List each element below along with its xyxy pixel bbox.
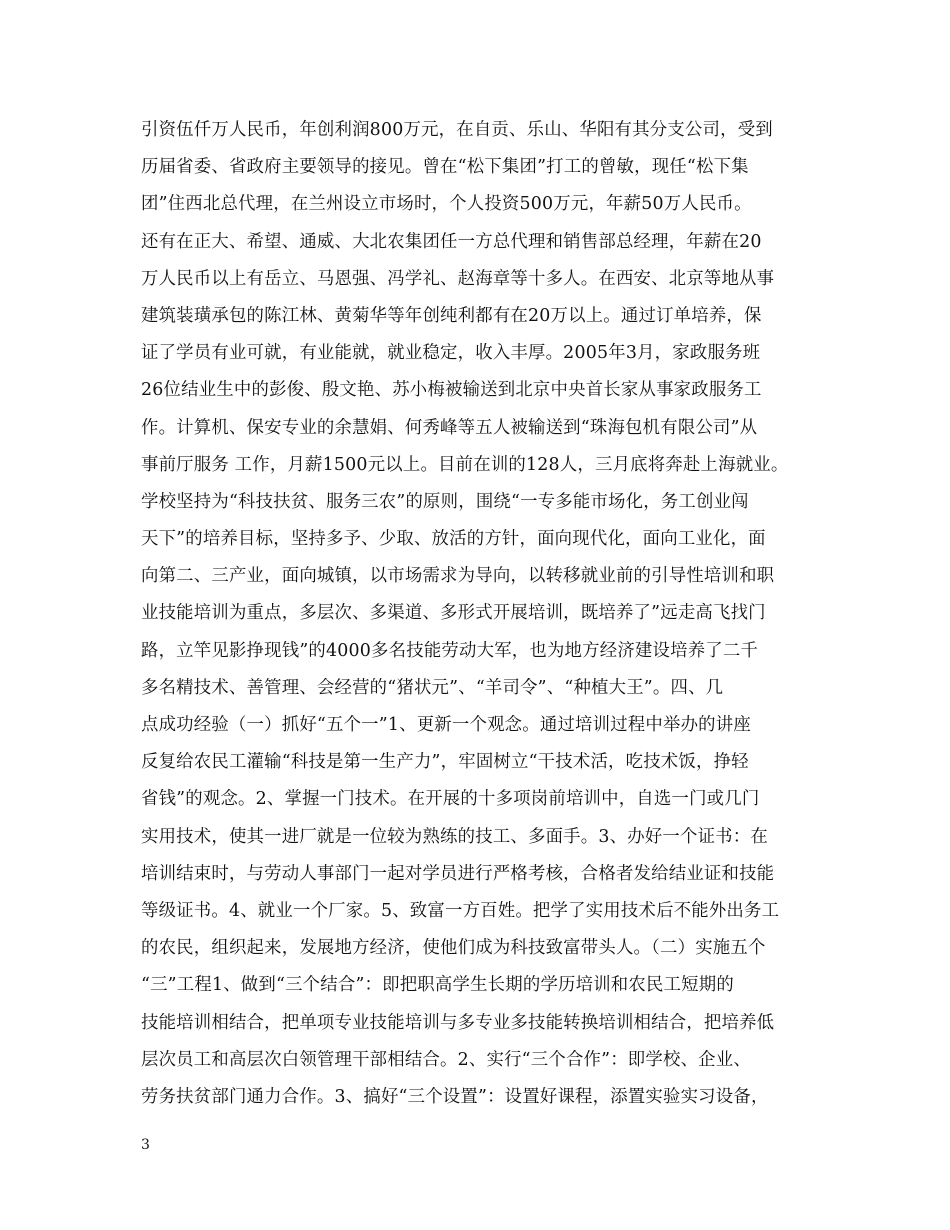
text-line: 反复给农民工灌输“科技是第一生产力”，牢固树立“干技术活，吃技术饭，挣轻 [141,752,749,773]
text-line: 作。计算机、保安专业的余慧娟、何秀峰等五人被输送到“珠海包机有限公司”从 [141,417,758,438]
text-line: 事前厅服务 工作，月薪1500元以上。目前在训的128人，三月底将奔赴上海就业。 [141,454,789,475]
body-text [141,112,831,1116]
text-line: 天下”的培养目标，坚持多予、少取、放活的方针，面向现代化，面向工业化，面 [141,529,766,550]
text-line: “三”工程1、做到“三个结合”：即把职高学生长期的学历培训和农民工短期的 [141,975,734,996]
text-line: 多名精技术、善管理、会经营的“猪状元”、“羊司令”、“种植大王”。四、几 [141,677,724,698]
text-line: 引资伍仟万人民币，年创利润800万元，在自贡、乐山、华阳有其分支公司，受到 [141,120,773,140]
text-line: 劳务扶贫部门通力合作。3、搞好“三个设置”：设置好课程，添置实验实习设备， [141,1086,769,1107]
text-line: 学校坚持为“科技扶贫、服务三农”的原则，围绕“一专多能市场化，务工创业闯 [141,491,749,512]
text-line: 证了学员有业可就，有业能就，就业稳定，收入丰厚。2005年3月，家政服务班 [141,343,761,364]
text-line: 向第二、三产业，面向城镇，以市场需求为导向，以转移就业前的引导性培训和职 [141,566,775,587]
text-line: 团”住西北总代理，在兰州设立市场时，个人投资500万元，年薪50万人民币。 [141,194,752,215]
text-line: 培训结束时，与劳动人事部门一起对学员进行严格考核，合格者发给结业证和技能 [141,863,775,884]
text-line: 业技能培训为重点，多层次、多渠道、多形式开展培训，既培养了”远走高飞找门 [141,603,766,624]
text-line: 层次员工和高层次白领管理干部相结合。2、实行“三个合作”：即学校、企业、 [141,1049,751,1070]
text-line: 万人民币以上有岳立、马恩强、冯学礼、赵海章等十多人。在西安、北京等地从事 [141,268,775,289]
text-line: 的农民，组织起来，发展地方经济，使他们成为科技致富带头人。（二）实施五个 [141,938,766,959]
text-line: 实用技术，使其一进厂就是一位较为熟练的技工、多面手。3、办好一个证书：在 [141,826,768,847]
page-number: 3 [141,1137,150,1153]
text-line: 历届省委、省政府主要领导的接见。曾在“松下集团”打工的曾敏，现任“松下集 [141,157,749,178]
text-line: 建筑装璜承包的陈江林、黄菊华等年创纯利都有在20万以上。通过订单培养，保 [141,305,762,326]
text-line: 路，立竿见影挣现钱”的4000多名技能劳动大军，也为地方经济建设培养了二千 [141,640,759,661]
text-line: 省钱”的观念。2、掌握一门技术。在开展的十多项岗前培训中，自选一门或几门 [141,789,760,810]
text-line: 等级证书。4、就业一个厂家。5、致富一方百姓。把学了实用技术后不能外出务工 [141,900,780,921]
text-line: 26位结业生中的彭俊、殷文艳、苏小梅被输送到北京中央首长家从事家政服务工 [141,380,762,401]
text-line: 点成功经验（一）抓好“五个一”1、更新一个观念。通过培训过程中举办的讲座 [141,715,751,735]
text-line: 还有在正大、希望、通威、大北农集团任一方总代理和销售部总经理，年薪在20 [141,231,762,252]
text-line: 技能培训相结合，把单项专业技能培训与多专业多技能转换培训相结合，把培养低 [141,1012,775,1033]
